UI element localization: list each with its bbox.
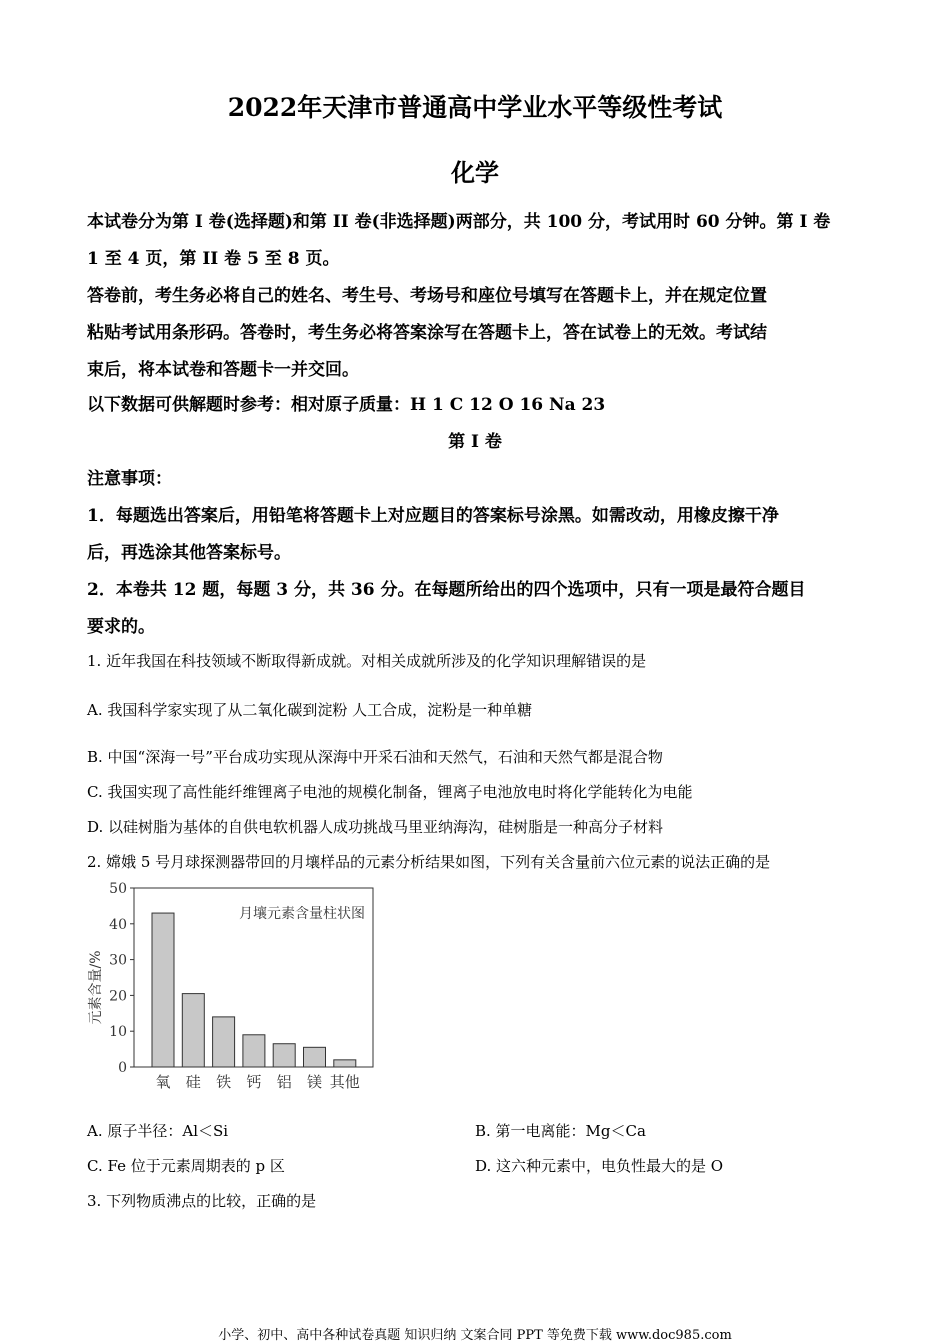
moon-soil-bar-chart [80, 876, 380, 1094]
x-tick-label: 钙 [246, 1073, 262, 1091]
x-tick-label: 硅 [185, 1073, 201, 1091]
bar-3 [213, 1017, 235, 1067]
q2-option-d: D. 这六种元素中，电负性最大的是 O [475, 1157, 724, 1175]
bar-5 [273, 1044, 295, 1067]
q2-option-b: B. 第一电离能：Mg＜Ca [475, 1122, 646, 1140]
note-line: 要求的。 [87, 617, 155, 637]
chart-title: 月壤元素含量柱状图 [239, 906, 365, 922]
x-tick-label: 铝 [276, 1073, 292, 1091]
x-tick-label: 镁 [306, 1073, 323, 1091]
x-tick-label: 氧 [155, 1073, 171, 1091]
q3-stem: 3. 下列物质沸点的比较，正确的是 [87, 1192, 317, 1210]
q2-option-a: A. 原子半径：Al＜Si [87, 1122, 229, 1140]
subject-title: 化学 [451, 158, 499, 187]
y-tick-label: 0 [118, 1060, 127, 1076]
q1-option-d: D. 以硅树脂为基体的自供电软机器人成功挑战马里亚纳海沟，硅树脂是一种高分子材料 [87, 818, 664, 836]
q1-option-c: C. 我国实现了高性能纤维锂离子电池的规模化制备，锂离子电池放电时将化学能转化为电能 [87, 783, 693, 801]
note-line: 后，再选涂其他答案标号。 [87, 543, 291, 563]
y-tick-label: 50 [109, 881, 127, 897]
intro-block [87, 204, 863, 422]
x-tick-label: 其他 [329, 1073, 360, 1091]
bar-1 [152, 913, 174, 1067]
section-label: 第 I 卷 [448, 432, 502, 452]
notes-block [87, 461, 863, 646]
y-tick-label: 30 [109, 952, 127, 969]
y-tick-label: 40 [109, 916, 127, 933]
q1-option-b: B. 中国“深海一号”平台成功实现从深海中开采石油和天然气，石油和天然气都是混合物 [87, 748, 663, 766]
y-tick-label: 20 [109, 988, 127, 1005]
intro-line: 束后，将本试卷和答题卡一并交回。 [87, 360, 359, 380]
notes-heading: 注意事项： [87, 469, 172, 489]
q1-option-a: A. 我国科学家实现了从二氧化碳到淀粉 人工合成，淀粉是一种单糖 [87, 701, 533, 719]
x-tick-label: 铁 [216, 1073, 232, 1091]
exam-title: 2022年天津市普通高中学业水平等级性考试 [227, 93, 723, 122]
note-line: 1．每题选出答案后，用铅笔将答题卡上对应题目的答案标号涂黑。如需改动，用橡皮擦干净 [87, 506, 779, 526]
intro-line: 1 至 4 页，第 II 卷 5 至 8 页。 [87, 249, 340, 269]
intro-line: 本试卷分为第 I 卷(选择题)和第 II 卷(非选择题)两部分，共 100 分，考试用时 60 分钟。第 I 卷 [87, 212, 831, 232]
intro-line: 粘贴考试用条形码。答卷时，考生务必将答案涂写在答题卡上，答在试卷上的无效。考试结 [87, 323, 767, 343]
intro-line: 答卷前，考生务必将自己的姓名、考生号、考场号和座位号填写在答题卡上，并在规定位置 [87, 286, 767, 306]
y-tick-label: 10 [109, 1024, 127, 1041]
q1-stem: 1. 近年我国在科技领域不断取得新成就。对相关成就所涉及的化学知识理解错误的是 [87, 652, 647, 670]
intro-line: 以下数据可供解题时参考：相对原子质量：H 1 C 12 O 16 Na 23 [87, 395, 606, 415]
bar-7 [334, 1060, 356, 1067]
q2-option-c: C. Fe 位于元素周期表的 p 区 [87, 1157, 285, 1175]
note-line: 2．本卷共 12 题，每题 3 分，共 36 分。在每题所给出的四个选项中，只有一项是最符合题目 [87, 580, 806, 600]
footer-text: 小学、初中、高中各种试卷真题 知识归纳 文案合同 PPT 等免费下载 www.doc985.com [218, 1328, 732, 1343]
bar-2 [182, 994, 204, 1067]
bar-4 [243, 1035, 265, 1067]
q2-stem: 2. 嫦娥 5 号月球探测器带回的月壤样品的元素分析结果如图，下列有关含量前六位元素的说法正确的是 [87, 853, 771, 871]
bar-6 [304, 1047, 326, 1067]
y-axis-label: 元素含量/% [88, 950, 104, 1025]
